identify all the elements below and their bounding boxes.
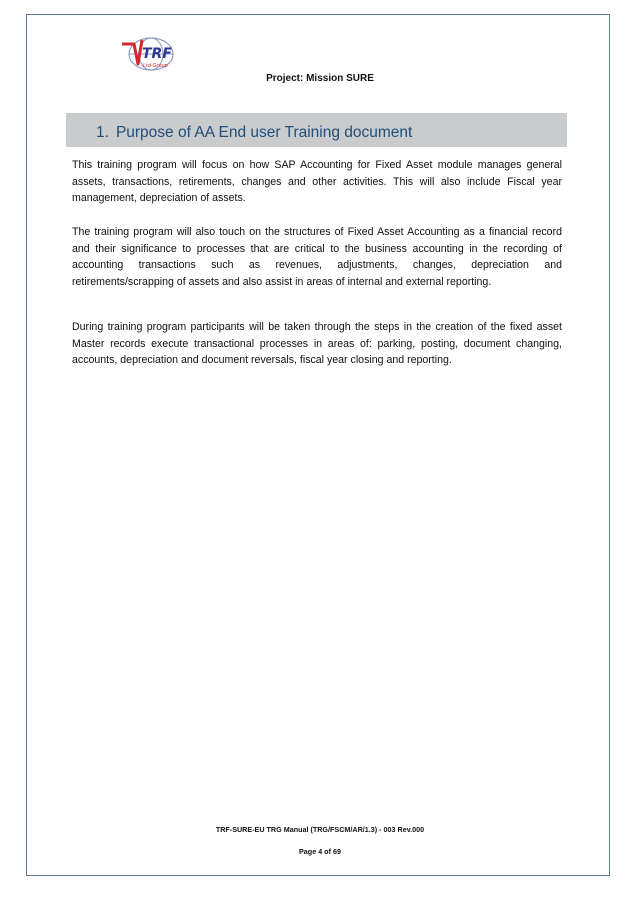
project-title: Project: Mission SURE bbox=[266, 73, 374, 84]
paragraph-participants: During training program participants will be taken through the steps in the creation of the fixed asset Master records execute transactional processes in areas of: parking, posting, document changing, accounts, depreciation and document reversals, fiscal year closing and reporting. bbox=[72, 321, 562, 367]
logo-text: TRF bbox=[142, 46, 172, 62]
paragraph-purpose: This training program will focus on how SAP Accounting for Fixed Asset module manages general assets, transactions, retirements, changes and other activities. This will also include Fiscal year management, depreciation of assets. bbox=[72, 159, 562, 205]
section-title: Purpose of AA End user Training document bbox=[115, 124, 413, 141]
company-logo bbox=[116, 34, 186, 80]
section-number: 1. bbox=[96, 124, 109, 141]
section-heading bbox=[96, 124, 412, 142]
footer-page-number: Page 4 of 69 bbox=[299, 847, 341, 856]
paragraph-structures: The training program will also touch on the structures of Fixed Asset Accounting as a financial record and their significance to processes that are critical to the business accounting in the recording of accounting transactions such as revenues, adjustments, changes, depreciation and retirements/scrapping of assets and also assist in areas of internal and external reporting. bbox=[72, 226, 562, 289]
trf-logo-icon bbox=[116, 34, 186, 80]
footer-document-reference: TRF-SURE-EU TRG Manual (TRG/FSCM/AR/1.3) - 003 Rev.000 bbox=[215, 825, 425, 834]
logo-subtext: Ltd·Group bbox=[143, 63, 168, 69]
